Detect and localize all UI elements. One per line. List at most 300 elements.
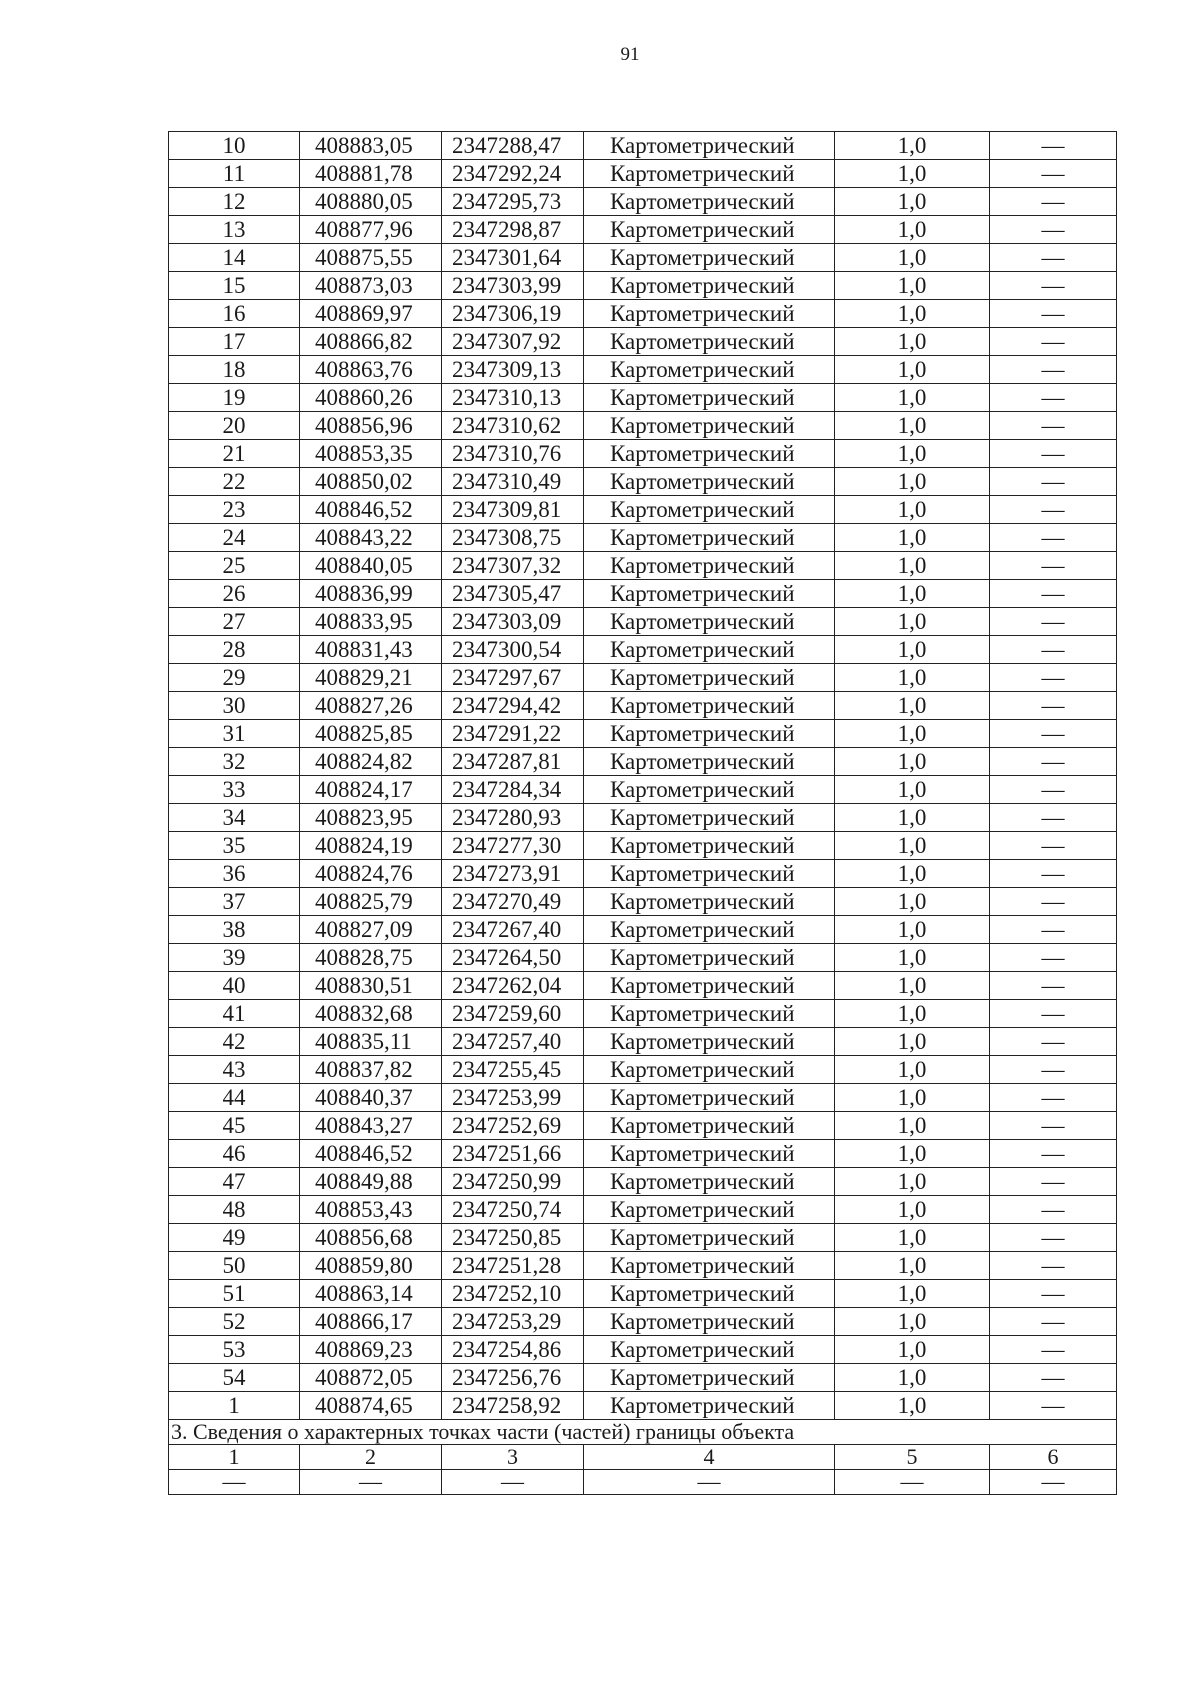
point-number-cell: 28 (169, 636, 300, 664)
accuracy-cell: 1,0 (835, 244, 990, 272)
note-cell: — (990, 412, 1117, 440)
table-row (169, 608, 1117, 636)
note-cell: — (990, 580, 1117, 608)
x-coordinate-cell: 408846,52 (300, 496, 442, 524)
point-number-cell: 35 (169, 832, 300, 860)
accuracy-cell: 1,0 (835, 748, 990, 776)
note-cell: — (990, 1392, 1117, 1420)
note-cell: — (990, 524, 1117, 552)
y-coordinate-cell: 2347292,24 (442, 160, 584, 188)
method-cell: Картометрический (584, 972, 835, 1000)
point-number-cell: 53 (169, 1336, 300, 1364)
accuracy-cell: 1,0 (835, 552, 990, 580)
x-coordinate-cell: 408850,02 (300, 468, 442, 496)
y-coordinate-cell: 2347298,87 (442, 216, 584, 244)
point-number-cell: 24 (169, 524, 300, 552)
accuracy-cell: 1,0 (835, 664, 990, 692)
point-number-cell: 23 (169, 496, 300, 524)
point-number-cell: 12 (169, 188, 300, 216)
point-number-cell: 42 (169, 1028, 300, 1056)
y-coordinate-cell: 2347291,22 (442, 720, 584, 748)
method-cell: Картометрический (584, 1308, 835, 1336)
x-coordinate-cell: 408859,80 (300, 1252, 442, 1280)
accuracy-cell: 1,0 (835, 1084, 990, 1112)
section3-empty-cell: — (300, 1470, 442, 1495)
accuracy-cell: 1,0 (835, 1336, 990, 1364)
point-number-cell: 48 (169, 1196, 300, 1224)
section3-column-number: 6 (990, 1445, 1117, 1470)
y-coordinate-cell: 2347280,93 (442, 804, 584, 832)
x-coordinate-cell: 408853,43 (300, 1196, 442, 1224)
accuracy-cell: 1,0 (835, 776, 990, 804)
method-cell: Картометрический (584, 1280, 835, 1308)
point-number-cell: 19 (169, 384, 300, 412)
point-number-cell: 32 (169, 748, 300, 776)
note-cell: — (990, 1084, 1117, 1112)
table-row (169, 1336, 1117, 1364)
y-coordinate-cell: 2347277,30 (442, 832, 584, 860)
accuracy-cell: 1,0 (835, 216, 990, 244)
table-row (169, 160, 1117, 188)
y-coordinate-cell: 2347250,99 (442, 1168, 584, 1196)
y-coordinate-cell: 2347305,47 (442, 580, 584, 608)
note-cell: — (990, 496, 1117, 524)
accuracy-cell: 1,0 (835, 188, 990, 216)
y-coordinate-cell: 2347256,76 (442, 1364, 584, 1392)
x-coordinate-cell: 408824,76 (300, 860, 442, 888)
y-coordinate-cell: 2347309,13 (442, 356, 584, 384)
table-row (169, 1224, 1117, 1252)
x-coordinate-cell: 408843,22 (300, 524, 442, 552)
y-coordinate-cell: 2347295,73 (442, 188, 584, 216)
accuracy-cell: 1,0 (835, 1028, 990, 1056)
method-cell: Картометрический (584, 496, 835, 524)
note-cell: — (990, 916, 1117, 944)
accuracy-cell: 1,0 (835, 832, 990, 860)
table-row (169, 664, 1117, 692)
note-cell: — (990, 1308, 1117, 1336)
note-cell: — (990, 1252, 1117, 1280)
table-row (169, 468, 1117, 496)
x-coordinate-cell: 408863,76 (300, 356, 442, 384)
point-number-cell: 54 (169, 1364, 300, 1392)
table-row (169, 916, 1117, 944)
table-row (169, 132, 1117, 160)
note-cell: — (990, 1056, 1117, 1084)
accuracy-cell: 1,0 (835, 972, 990, 1000)
table-row (169, 888, 1117, 916)
method-cell: Картометрический (584, 468, 835, 496)
accuracy-cell: 1,0 (835, 160, 990, 188)
accuracy-cell: 1,0 (835, 1056, 990, 1084)
y-coordinate-cell: 2347310,76 (442, 440, 584, 468)
table-row (169, 804, 1117, 832)
point-number-cell: 26 (169, 580, 300, 608)
method-cell: Картометрический (584, 664, 835, 692)
method-cell: Картометрический (584, 384, 835, 412)
note-cell: — (990, 356, 1117, 384)
table-row (169, 1280, 1117, 1308)
x-coordinate-cell: 408840,05 (300, 552, 442, 580)
section3-empty-cell: — (169, 1470, 300, 1495)
method-cell: Картометрический (584, 1112, 835, 1140)
accuracy-cell: 1,0 (835, 1224, 990, 1252)
point-number-cell: 10 (169, 132, 300, 160)
point-number-cell: 41 (169, 1000, 300, 1028)
x-coordinate-cell: 408874,65 (300, 1392, 442, 1420)
x-coordinate-cell: 408824,82 (300, 748, 442, 776)
method-cell: Картометрический (584, 356, 835, 384)
y-coordinate-cell: 2347251,66 (442, 1140, 584, 1168)
y-coordinate-cell: 2347255,45 (442, 1056, 584, 1084)
table-row (169, 1252, 1117, 1280)
x-coordinate-cell: 408824,17 (300, 776, 442, 804)
section3-empty-cell: — (990, 1470, 1117, 1495)
note-cell: — (990, 720, 1117, 748)
method-cell: Картометрический (584, 132, 835, 160)
method-cell: Картометрический (584, 1084, 835, 1112)
method-cell: Картометрический (584, 160, 835, 188)
y-coordinate-cell: 2347254,86 (442, 1336, 584, 1364)
note-cell: — (990, 748, 1117, 776)
x-coordinate-cell: 408829,21 (300, 664, 442, 692)
accuracy-cell: 1,0 (835, 440, 990, 468)
section3-empty-cell: — (442, 1470, 584, 1495)
table-row (169, 972, 1117, 1000)
accuracy-cell: 1,0 (835, 916, 990, 944)
y-coordinate-cell: 2347310,62 (442, 412, 584, 440)
x-coordinate-cell: 408835,11 (300, 1028, 442, 1056)
point-number-cell: 25 (169, 552, 300, 580)
method-cell: Картометрический (584, 860, 835, 888)
note-cell: — (990, 1028, 1117, 1056)
method-cell: Картометрический (584, 440, 835, 468)
accuracy-cell: 1,0 (835, 1140, 990, 1168)
accuracy-cell: 1,0 (835, 384, 990, 412)
section3-column-number: 5 (835, 1445, 990, 1470)
table-row (169, 552, 1117, 580)
note-cell: — (990, 1168, 1117, 1196)
section3-empty-cell: — (584, 1470, 835, 1495)
table-row (169, 692, 1117, 720)
y-coordinate-cell: 2347301,64 (442, 244, 584, 272)
method-cell: Картометрический (584, 944, 835, 972)
point-number-cell: 49 (169, 1224, 300, 1252)
method-cell: Картометрический (584, 720, 835, 748)
y-coordinate-cell: 2347251,28 (442, 1252, 584, 1280)
y-coordinate-cell: 2347262,04 (442, 972, 584, 1000)
table-row (169, 580, 1117, 608)
section3-column-number: 2 (300, 1445, 442, 1470)
table-row (169, 440, 1117, 468)
x-coordinate-cell: 408880,05 (300, 188, 442, 216)
point-number-cell: 46 (169, 1140, 300, 1168)
method-cell: Картометрический (584, 692, 835, 720)
point-number-cell: 30 (169, 692, 300, 720)
x-coordinate-cell: 408875,55 (300, 244, 442, 272)
note-cell: — (990, 972, 1117, 1000)
table-row (169, 1112, 1117, 1140)
note-cell: — (990, 1336, 1117, 1364)
accuracy-cell: 1,0 (835, 1112, 990, 1140)
method-cell: Картометрический (584, 1000, 835, 1028)
point-number-cell: 1 (169, 1392, 300, 1420)
point-number-cell: 50 (169, 1252, 300, 1280)
x-coordinate-cell: 408866,82 (300, 328, 442, 356)
y-coordinate-cell: 2347308,75 (442, 524, 584, 552)
y-coordinate-cell: 2347250,74 (442, 1196, 584, 1224)
note-cell: — (990, 1140, 1117, 1168)
method-cell: Картометрический (584, 748, 835, 776)
x-coordinate-cell: 408824,19 (300, 832, 442, 860)
y-coordinate-cell: 2347307,32 (442, 552, 584, 580)
point-number-cell: 39 (169, 944, 300, 972)
note-cell: — (990, 160, 1117, 188)
table-row (169, 1028, 1117, 1056)
y-coordinate-cell: 2347310,49 (442, 468, 584, 496)
y-coordinate-cell: 2347267,40 (442, 916, 584, 944)
method-cell: Картометрический (584, 524, 835, 552)
y-coordinate-cell: 2347264,50 (442, 944, 584, 972)
point-number-cell: 52 (169, 1308, 300, 1336)
x-coordinate-cell: 408830,51 (300, 972, 442, 1000)
y-coordinate-cell: 2347287,81 (442, 748, 584, 776)
note-cell: — (990, 440, 1117, 468)
note-cell: — (990, 244, 1117, 272)
accuracy-cell: 1,0 (835, 328, 990, 356)
point-number-cell: 15 (169, 272, 300, 300)
accuracy-cell: 1,0 (835, 1392, 990, 1420)
accuracy-cell: 1,0 (835, 356, 990, 384)
point-number-cell: 34 (169, 804, 300, 832)
method-cell: Картометрический (584, 1364, 835, 1392)
accuracy-cell: 1,0 (835, 636, 990, 664)
method-cell: Картометрический (584, 1252, 835, 1280)
point-number-cell: 29 (169, 664, 300, 692)
point-number-cell: 27 (169, 608, 300, 636)
note-cell: — (990, 832, 1117, 860)
method-cell: Картометрический (584, 888, 835, 916)
point-number-cell: 44 (169, 1084, 300, 1112)
point-number-cell: 31 (169, 720, 300, 748)
method-cell: Картометрический (584, 188, 835, 216)
method-cell: Картометрический (584, 300, 835, 328)
x-coordinate-cell: 408825,79 (300, 888, 442, 916)
y-coordinate-cell: 2347307,92 (442, 328, 584, 356)
accuracy-cell: 1,0 (835, 1364, 990, 1392)
x-coordinate-cell: 408883,05 (300, 132, 442, 160)
section3-column-numbers-row (169, 1445, 1117, 1470)
point-number-cell: 16 (169, 300, 300, 328)
x-coordinate-cell: 408869,97 (300, 300, 442, 328)
y-coordinate-cell: 2347252,10 (442, 1280, 584, 1308)
method-cell: Картометрический (584, 1168, 835, 1196)
x-coordinate-cell: 408872,05 (300, 1364, 442, 1392)
method-cell: Картометрический (584, 832, 835, 860)
table-row (169, 300, 1117, 328)
table-row (169, 636, 1117, 664)
section3-empty-cell: — (835, 1470, 990, 1495)
accuracy-cell: 1,0 (835, 720, 990, 748)
table-row (169, 1056, 1117, 1084)
note-cell: — (990, 384, 1117, 412)
note-cell: — (990, 608, 1117, 636)
note-cell: — (990, 692, 1117, 720)
x-coordinate-cell: 408831,43 (300, 636, 442, 664)
point-number-cell: 11 (169, 160, 300, 188)
x-coordinate-cell: 408833,95 (300, 608, 442, 636)
note-cell: — (990, 300, 1117, 328)
y-coordinate-cell: 2347253,99 (442, 1084, 584, 1112)
note-cell: — (990, 636, 1117, 664)
table-row (169, 832, 1117, 860)
accuracy-cell: 1,0 (835, 412, 990, 440)
accuracy-cell: 1,0 (835, 272, 990, 300)
y-coordinate-cell: 2347303,09 (442, 608, 584, 636)
y-coordinate-cell: 2347253,29 (442, 1308, 584, 1336)
table-row (169, 1308, 1117, 1336)
point-number-cell: 47 (169, 1168, 300, 1196)
table-row (169, 720, 1117, 748)
section3-title-row (169, 1420, 1117, 1445)
y-coordinate-cell: 2347252,69 (442, 1112, 584, 1140)
accuracy-cell: 1,0 (835, 1000, 990, 1028)
y-coordinate-cell: 2347284,34 (442, 776, 584, 804)
y-coordinate-cell: 2347297,67 (442, 664, 584, 692)
accuracy-cell: 1,0 (835, 1196, 990, 1224)
note-cell: — (990, 944, 1117, 972)
method-cell: Картометрический (584, 1028, 835, 1056)
accuracy-cell: 1,0 (835, 944, 990, 972)
method-cell: Картометрический (584, 636, 835, 664)
page-number: 91 (620, 44, 640, 65)
accuracy-cell: 1,0 (835, 692, 990, 720)
table-row (169, 188, 1117, 216)
note-cell: — (990, 804, 1117, 832)
table-row (169, 1196, 1117, 1224)
accuracy-cell: 1,0 (835, 860, 990, 888)
accuracy-cell: 1,0 (835, 496, 990, 524)
table-row (169, 944, 1117, 972)
y-coordinate-cell: 2347273,91 (442, 860, 584, 888)
y-coordinate-cell: 2347257,40 (442, 1028, 584, 1056)
note-cell: — (990, 132, 1117, 160)
y-coordinate-cell: 2347300,54 (442, 636, 584, 664)
y-coordinate-cell: 2347250,85 (442, 1224, 584, 1252)
table-row (169, 272, 1117, 300)
x-coordinate-cell: 408836,99 (300, 580, 442, 608)
x-coordinate-cell: 408866,17 (300, 1308, 442, 1336)
x-coordinate-cell: 408828,75 (300, 944, 442, 972)
note-cell: — (990, 1196, 1117, 1224)
y-coordinate-cell: 2347288,47 (442, 132, 584, 160)
table-row (169, 1392, 1117, 1420)
method-cell: Картометрический (584, 272, 835, 300)
method-cell: Картометрический (584, 1056, 835, 1084)
table-row (169, 748, 1117, 776)
table-row (169, 524, 1117, 552)
accuracy-cell: 1,0 (835, 1280, 990, 1308)
x-coordinate-cell: 408856,68 (300, 1224, 442, 1252)
section3-column-number: 1 (169, 1445, 300, 1470)
table-row (169, 216, 1117, 244)
section3-body (169, 1420, 1117, 1495)
method-cell: Картометрический (584, 916, 835, 944)
accuracy-cell: 1,0 (835, 524, 990, 552)
y-coordinate-cell: 2347310,13 (442, 384, 584, 412)
note-cell: — (990, 888, 1117, 916)
note-cell: — (990, 272, 1117, 300)
method-cell: Картометрический (584, 1224, 835, 1252)
table-row (169, 356, 1117, 384)
point-number-cell: 51 (169, 1280, 300, 1308)
note-cell: — (990, 1000, 1117, 1028)
point-number-cell: 13 (169, 216, 300, 244)
method-cell: Картометрический (584, 804, 835, 832)
point-number-cell: 20 (169, 412, 300, 440)
accuracy-cell: 1,0 (835, 804, 990, 832)
y-coordinate-cell: 2347258,92 (442, 1392, 584, 1420)
table-row (169, 1364, 1117, 1392)
table-row (169, 1140, 1117, 1168)
x-coordinate-cell: 408853,35 (300, 440, 442, 468)
method-cell: Картометрический (584, 552, 835, 580)
x-coordinate-cell: 408843,27 (300, 1112, 442, 1140)
y-coordinate-cell: 2347309,81 (442, 496, 584, 524)
method-cell: Картометрический (584, 776, 835, 804)
x-coordinate-cell: 408846,52 (300, 1140, 442, 1168)
y-coordinate-cell: 2347270,49 (442, 888, 584, 916)
section3-empty-row (169, 1470, 1117, 1495)
coordinates-table (168, 131, 1117, 1495)
accuracy-cell: 1,0 (835, 888, 990, 916)
accuracy-cell: 1,0 (835, 300, 990, 328)
x-coordinate-cell: 408869,23 (300, 1336, 442, 1364)
point-number-cell: 22 (169, 468, 300, 496)
x-coordinate-cell: 408849,88 (300, 1168, 442, 1196)
table-row (169, 1084, 1117, 1112)
point-number-cell: 14 (169, 244, 300, 272)
point-number-cell: 21 (169, 440, 300, 468)
accuracy-cell: 1,0 (835, 1252, 990, 1280)
x-coordinate-cell: 408860,26 (300, 384, 442, 412)
method-cell: Картометрический (584, 328, 835, 356)
note-cell: — (990, 1224, 1117, 1252)
method-cell: Картометрический (584, 412, 835, 440)
accuracy-cell: 1,0 (835, 608, 990, 636)
note-cell: — (990, 188, 1117, 216)
y-coordinate-cell: 2347306,19 (442, 300, 584, 328)
accuracy-cell: 1,0 (835, 468, 990, 496)
x-coordinate-cell: 408856,96 (300, 412, 442, 440)
note-cell: — (990, 328, 1117, 356)
x-coordinate-cell: 408832,68 (300, 1000, 442, 1028)
x-coordinate-cell: 408827,09 (300, 916, 442, 944)
note-cell: — (990, 1112, 1117, 1140)
coordinates-table-body (169, 132, 1117, 1420)
note-cell: — (990, 860, 1117, 888)
x-coordinate-cell: 408863,14 (300, 1280, 442, 1308)
x-coordinate-cell: 408827,26 (300, 692, 442, 720)
method-cell: Картометрический (584, 580, 835, 608)
x-coordinate-cell: 408840,37 (300, 1084, 442, 1112)
note-cell: — (990, 552, 1117, 580)
method-cell: Картометрический (584, 1196, 835, 1224)
y-coordinate-cell: 2347259,60 (442, 1000, 584, 1028)
table-row (169, 244, 1117, 272)
method-cell: Картометрический (584, 1336, 835, 1364)
accuracy-cell: 1,0 (835, 1308, 990, 1336)
